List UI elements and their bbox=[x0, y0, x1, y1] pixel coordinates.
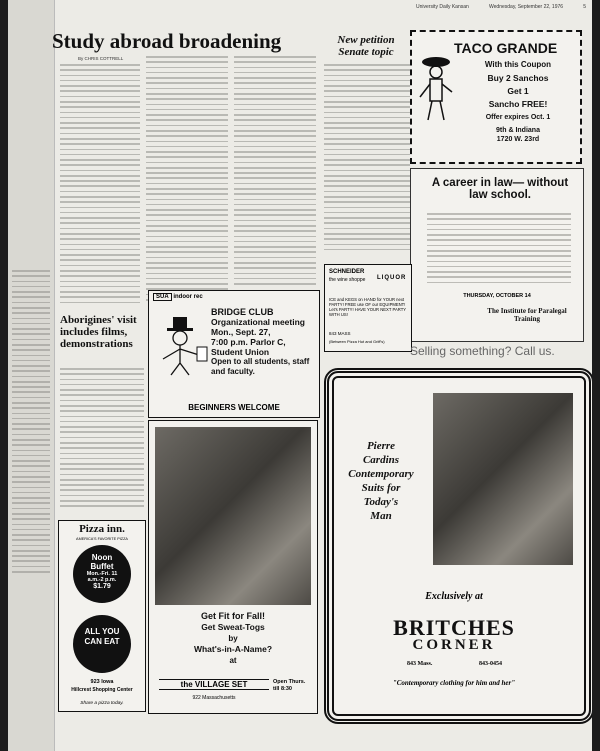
schneider-address: 843 MASS bbox=[329, 331, 351, 336]
study-abroad-column-2 bbox=[146, 56, 228, 310]
village-line-5: at bbox=[229, 656, 237, 665]
britches-logo-corner: CORNER bbox=[412, 637, 496, 653]
buffet-title: Noon Buffet bbox=[90, 553, 114, 571]
page-number: 5 bbox=[583, 4, 586, 10]
bridge-banner: BEGINNERS WELCOME bbox=[188, 403, 280, 412]
cardin-line-4: Suits for bbox=[361, 482, 401, 494]
village-line-4: What's-in-A-Name? bbox=[193, 644, 273, 654]
britches-logo: BRITCHES bbox=[393, 615, 515, 640]
britches-slogan: "Contemporary clothing for him and her" bbox=[392, 679, 516, 687]
bridge-title: BRIDGE CLUB bbox=[211, 307, 274, 317]
buffet-hours: Mon.-Fri. 11 a.m.-2 p.m. bbox=[86, 571, 118, 583]
britches-corner-ad bbox=[324, 368, 592, 724]
pizza-inn-tagline: AMERICA'S FAVORITE PIZZA bbox=[76, 537, 128, 541]
taco-mascot-icon bbox=[418, 52, 454, 122]
study-abroad-headline: Study abroad broadening bbox=[52, 29, 282, 53]
village-set-logo: the VILLAGE SET bbox=[159, 679, 269, 690]
schneider-liquor-ad bbox=[324, 264, 412, 352]
scan-edge-left bbox=[0, 0, 8, 751]
schneider-liquor: LIQUOR bbox=[377, 275, 407, 281]
cardin-model-photo bbox=[433, 393, 573, 565]
paralegal-headline: A career in law— without law school. bbox=[431, 177, 569, 201]
bridge-subtitle: Organizational meeting bbox=[211, 317, 305, 327]
newspaper-page bbox=[8, 0, 592, 751]
village-line-3: by bbox=[228, 634, 238, 643]
paralegal-ad bbox=[410, 168, 584, 342]
page-header bbox=[416, 4, 586, 10]
pizza-inn-address: 923 Iowa bbox=[90, 679, 114, 685]
cardin-line-1: Pierre bbox=[366, 440, 396, 452]
bridge-date: Mon., Sept. 27, bbox=[211, 327, 271, 337]
study-abroad-column-3 bbox=[234, 56, 316, 296]
taco-grande-ad bbox=[410, 30, 582, 164]
pizza-inn-ad bbox=[58, 520, 146, 712]
taco-get-line: Get 1 bbox=[507, 86, 529, 96]
cardin-line-2: Cardins bbox=[362, 454, 400, 466]
selling-classified-banner: Selling something? Call us. bbox=[410, 344, 555, 358]
bridge-club-ad bbox=[148, 290, 320, 418]
pizza-inn-logo: Pizza inn. bbox=[79, 523, 125, 535]
schneider-sub: the wine shoppe bbox=[329, 277, 366, 283]
village-set-ad bbox=[148, 420, 318, 714]
schneider-location: (Between Pizza Hut and Griff's) bbox=[329, 339, 385, 344]
masthead: University Daily Kansan bbox=[416, 4, 469, 10]
britches-phone: 843-0454 bbox=[479, 661, 502, 667]
schneider-name: SCHNEIDER bbox=[329, 269, 365, 275]
village-set-address: 922 Massachusetts bbox=[192, 695, 236, 701]
adjacent-page-margin bbox=[8, 0, 55, 751]
cardin-line-5: Today's bbox=[363, 496, 399, 508]
schneider-body: ICE and KEGS on HAND for YOUR next PARTY! FREE use OF our EQUIPMENT! Let's PARTY! HAVE YOUR NEXT PARTY WITH US! bbox=[329, 297, 406, 317]
pizza-inn-slogan: Share a pizza today. bbox=[80, 701, 124, 706]
issue-date: Wednesday, September 22, 1976 bbox=[489, 4, 564, 10]
cardin-line-3: Contemporary bbox=[348, 468, 414, 480]
exclusively-at: Exclusively at bbox=[425, 591, 483, 602]
taco-coupon-line: With this Coupon bbox=[484, 60, 552, 69]
aborigines-headline: Aborigines' visit includes films, demonstrations bbox=[60, 314, 137, 350]
paralegal-date: THURSDAY, OCTOBER 14 bbox=[463, 293, 531, 299]
scan-edge-right bbox=[592, 0, 600, 751]
taco-grande-title: TACO GRANDE bbox=[454, 40, 558, 56]
buffet-price: $1.79 bbox=[93, 583, 111, 590]
taco-address-2: 1720 W. 23rd bbox=[496, 136, 540, 143]
study-abroad-column-1 bbox=[60, 64, 140, 310]
village-line-2: Get Sweat-Togs bbox=[201, 622, 265, 632]
village-set-photo bbox=[155, 427, 311, 605]
aborigines-body bbox=[60, 368, 144, 516]
taco-address-1: 9th & Indiana bbox=[496, 127, 540, 134]
paralegal-body bbox=[427, 213, 571, 287]
village-line-1: Get Fit for Fall! bbox=[201, 611, 265, 621]
paralegal-institute: The Institute for Paralegal Training bbox=[487, 307, 567, 323]
taco-expires-line: Offer expires Oct. 1 bbox=[485, 114, 551, 121]
study-abroad-byline: By CHRIS COTTRELL bbox=[78, 56, 124, 61]
village-set-hours: Open Thurs. till 8:30 bbox=[273, 679, 306, 692]
bridge-place: Student Union bbox=[211, 347, 270, 357]
sua-logo: SUA bbox=[153, 293, 172, 301]
all-you-can-eat: ALL YOU CAN EAT bbox=[84, 627, 120, 646]
pizza-inn-center: Hillcrest Shopping Center bbox=[71, 687, 133, 693]
all-you-can-eat-badge bbox=[73, 615, 131, 673]
cardin-line-6: Man bbox=[370, 510, 392, 522]
taco-buy-line: Buy 2 Sanchos bbox=[487, 73, 549, 83]
taco-free-line: Sancho FREE! bbox=[488, 99, 548, 109]
petition-headline: New petition Senate topic bbox=[337, 34, 395, 58]
britches-address: 843 Mass. bbox=[407, 661, 433, 667]
bridge-note: Open to all students, staff and faculty. bbox=[211, 357, 310, 376]
indoor-rec-label: indoor rec bbox=[173, 294, 203, 300]
petition-body bbox=[324, 64, 410, 258]
bridge-time: 7:00 p.m. Parlor C, bbox=[211, 337, 286, 347]
buffet-badge bbox=[73, 545, 131, 603]
magician-icon bbox=[155, 317, 211, 377]
